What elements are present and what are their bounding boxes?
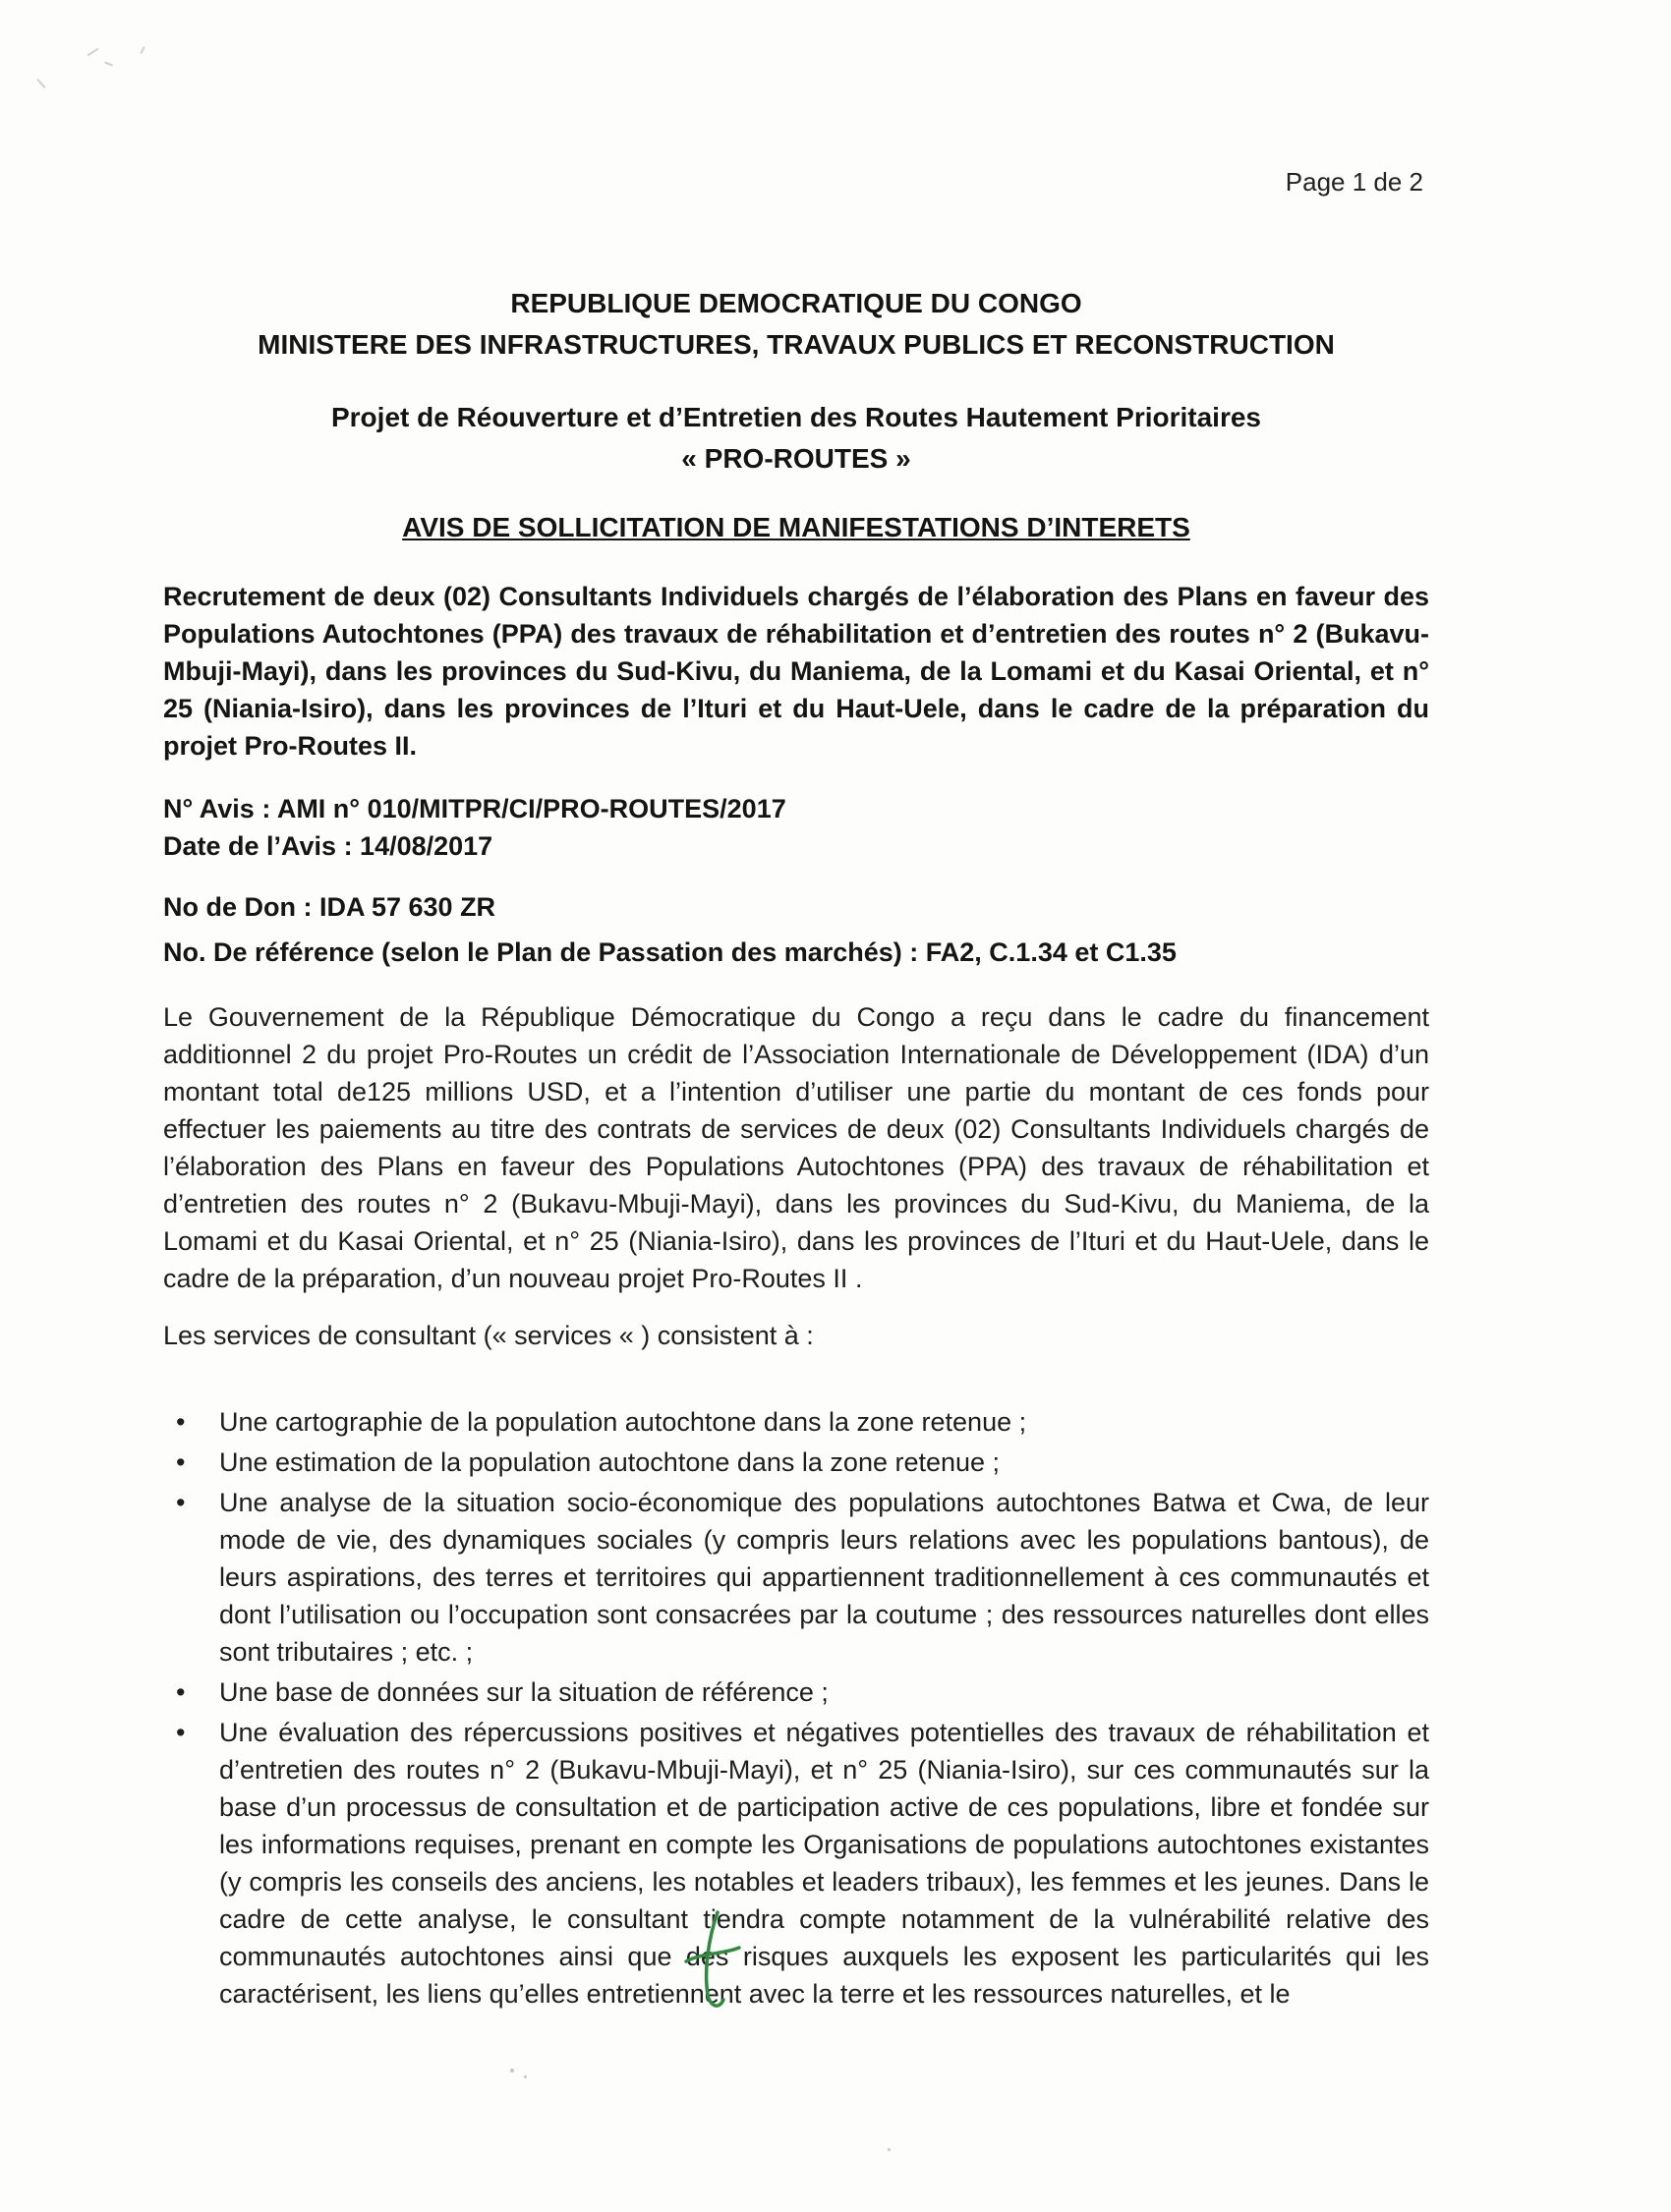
- notice-title-text: AVIS DE SOLLICITATION DE MANIFESTATIONS D’INTERETS: [402, 512, 1190, 542]
- services-intro: Les services de consultant (« services « ) consistent à :: [163, 1321, 814, 1350]
- list-item: • Une cartographie de la population autochtone dans la zone retenue ;: [163, 1403, 1429, 1441]
- document-header: [163, 283, 1429, 366]
- handwritten-signature: [678, 1908, 751, 2018]
- project-title-block: [163, 397, 1429, 480]
- list-item: • Une analyse de la situation socio-économique des populations autochtones Batwa et Cwa, de leur mode de vie, des dynamiques sociales (y compris leurs relations avec les populations bantous), de leurs aspirations, des terres et territoires qui appartiennent traditionnellement à ces communautés et dont l’utilisation ou l’occupation sont consacrées par la coutume ; des ressources naturelles dont elles sont tributaires ; etc. ;: [163, 1484, 1429, 1671]
- country-title: REPUBLIQUE DEMOCRATIQUE DU CONGO: [510, 288, 1082, 318]
- list-item: • Une base de données sur la situation de référence ;: [163, 1673, 1429, 1711]
- pencil-mark: [140, 46, 145, 54]
- intro-paragraph: Le Gouvernement de la République Démocratique du Congo a reçu dans le cadre du financement additionnel 2 du projet Pro-Routes un crédit de l’Association Internationale de Développement (IDA) d’un montant total de125 millions USD, et a l’intention d’utiliser une partie du montant de ces fonds pour effectuer les paiements au titre des contrats de services de deux (02) Consultants Individuels chargés de l’élaboration des Plans en faveur des Populations Autochtones (PPA) des travaux de réhabilitation et d’entretien des routes n° 2 (Bukavu-Mbuji-Mayi), dans les provinces du Sud-Kivu, du Maniema, de la Lomami et du Kasai Oriental, et n° 25 (Niania-Isiro), dans les provinces de l’Ituri et du Haut-Uele, dans le cadre de la préparation, d’un nouveau projet Pro-Routes II .: [163, 1002, 1429, 1293]
- notice-number-line: N° Avis : AMI n° 010/MITPR/CI/PRO-ROUTES/2017: [163, 794, 786, 823]
- list-item: • Une estimation de la population autochtone dans la zone retenue ;: [163, 1444, 1429, 1481]
- scan-speck: [524, 2075, 527, 2078]
- reference-line: [163, 934, 1429, 971]
- page-number: Page 1 de 2: [1285, 167, 1423, 197]
- scan-speck: [888, 2148, 891, 2151]
- reference-value: : FA2, C.1.34 et C1.35: [901, 937, 1177, 967]
- grant-number-line: No de Don : IDA 57 630 ZR: [163, 892, 496, 922]
- project-title: Projet de Réouverture et d’Entretien des Routes Hautement Prioritaires: [330, 402, 1261, 432]
- pencil-mark: [36, 79, 46, 88]
- project-acronym: « PRO-ROUTES »: [681, 443, 911, 474]
- reference-label: No. De référence (selon le Plan de Passation des marchés): [163, 937, 902, 967]
- ministry-title: MINISTERE DES INFRASTRUCTURES, TRAVAUX PUBLICS ET RECONSTRUCTION: [258, 329, 1335, 360]
- pencil-mark: [104, 61, 113, 66]
- services-list: [163, 1403, 1429, 2013]
- recruitment-paragraph: Recrutement de deux (02) Consultants Individuels chargés de l’élaboration des Plans en faveur des Populations Autochtones (PPA) des travaux de réhabilitation et d’entretien des routes n° 2 (Bukavu-Mbuji-Mayi), dans les provinces du Sud-Kivu, du Maniema, de la Lomami et du Kasai Oriental, et n° 25 (Niania-Isiro), dans les provinces de l’Ituri et du Haut-Uele, dans le cadre de la préparation du projet Pro-Routes II.: [163, 582, 1429, 761]
- notice-meta: [163, 790, 1429, 865]
- pencil-mark: [86, 48, 98, 57]
- scan-speck: [510, 2069, 514, 2072]
- list-item: • Une évaluation des répercussions positives et négatives potentielles des travaux de réhabilitation et d’entretien des routes n° 2 (Bukavu-Mbuji-Mayi), et n° 25 (Niania-Isiro), sur ces communautés sur la base d’un processus de consultation et de participation active de ces populations, libre et fondée sur les informations requises, prenant en compte les Organisations de populations autochtones existantes (y compris les conseils des anciens, les notables et leaders tribaux), les femmes et les jeunes. Dans le cadre de cette analyse, le consultant tiendra compte notamment de la vulnérabilité relative des communautés autochtones ainsi que des risques auxquels les exposent les particularités qui les caractérisent, les liens qu’elles entretiennent avec la terre et les ressources naturelles, et le: [163, 1714, 1429, 2013]
- notice-date-line: Date de l’Avis : 14/08/2017: [163, 831, 493, 861]
- notice-title: [163, 507, 1429, 548]
